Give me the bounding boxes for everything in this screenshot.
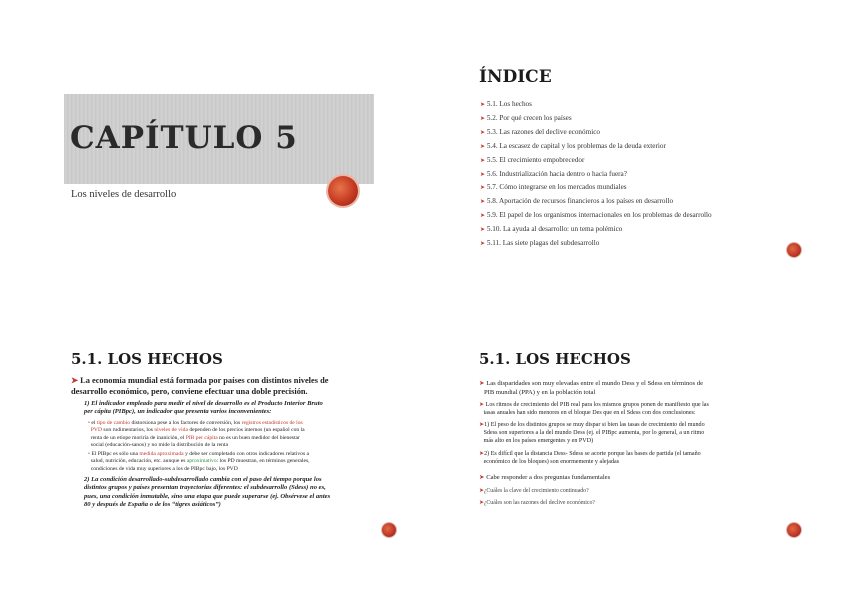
bullet-icon: ➤ [479,500,484,506]
bullet-icon: ➤ [479,402,485,408]
lead-paragraph: ➤ La economía mundial está formada por países con distintos niveles de desarrollo económico, pero, conviene efectuar una doble precisión. [71,376,329,396]
bullet-icon: ➤ [480,213,486,220]
decorative-circle [787,523,801,537]
bullet-conclusion-1: ➤1) El peso de los distintos grupos se muy dispar si bien las tasas de crecimiento del mundo Sdess son superiores a la del mundo Dess (ej. el PIBpc aumenta, por lo general, a un ritmo más alto en los países emergentes y en PVD) [479,422,705,444]
index-item[interactable]: ➤ 5.10. La ayuda al desarrollo: un tema polémico [480,225,623,234]
index-item[interactable]: ➤ 5.7. Cómo integrarse en los mercados mundiales [480,183,627,192]
bullet-icon: ➤ [480,227,486,234]
index-item[interactable]: ➤ 5.1. Los hechos [480,100,532,108]
bullet-ritmos: ➤ Los ritmos de crecimiento del PIB real para los mismos grupos ponen de manifiesto que las tasas anuales han sido menores en el bloque Des que en el Sdess con dos conclusiones: [479,402,709,416]
index-item[interactable]: ➤ 5.2. Por qué crecen los países [480,113,572,122]
sub-bullet-2: • El PIBpc es sólo una medida aproximada y debe ser completado con otros indicadores relativos a salud, nutrición, educación, etc. aunque es aproximativo: los PD muestran, en términos generales, condiciones de vida muy superiores a los de PIBpc bajo, los PVD [88,451,310,472]
index-title: ÍNDICE [479,67,552,87]
index-item[interactable]: ➤ 5.11. Las siete plagas del subdesarrollo [480,239,600,248]
decorative-circle [787,243,801,257]
question-2: ➤¿Cuáles son las razones del declive económico? [479,500,595,506]
bullet-icon: ➤ [479,380,485,387]
decorative-circle [382,523,396,537]
bullet-icon: ➤ [480,157,486,164]
bullet-icon: ➤ [480,143,486,150]
bullet-disparidades: ➤ Las disparidades son muy elevadas entre el mundo Dess y el Sdess en términos de PIB mundial (PPA) y en la población total [479,380,703,396]
index-item[interactable]: ➤ 5.4. La escasez de capital y los problemas de la deuda exterior [480,141,666,150]
chapter-subtitle: Los niveles de desarrollo [71,189,177,200]
index-list [480,98,712,251]
bullet-icon: ➤ [480,241,486,248]
bullet-icon: ➤ [479,451,485,457]
bullet-icon: ➤ [480,129,486,136]
bullet-icon: ➤ [480,199,486,206]
sub-bullet-1: • el tipo de cambio distorsiona pese a los factores de conversión, los registros estadísticos de los PVD son rudimentarios, los niveles de vida dependen de los precios internos (un español con la renta de un etíope moriría de inanición, el PIB per cápita no es un buen medidor del bienestar social (educación-sanos) y no mide la distribución de la renta [88,420,305,448]
bullet-icon: ➤ [480,115,486,122]
bullet-conclusion-2: ➤2) Es difícil que la distancia Dess- Sdess se acorte porque las bases de partida (el tamaño económico de los bloques) son enormemente y alejadas [479,451,701,465]
decorative-circle [328,176,358,206]
bullet-icon: ➤ [480,102,486,108]
bullet-icon: ➤ [479,488,484,494]
index-item[interactable]: ➤ 5.9. El papel de los organismos internacionales en los problemas de desarrollo [480,211,712,220]
bullet-icon: ➤ [71,376,79,385]
bullet-icon: ➤ [479,474,485,481]
index-item[interactable]: ➤ 5.3. Las razones del declive económico [480,127,600,136]
bullet-icon: • [88,451,90,457]
index-item[interactable]: ➤ 5.8. Aportación de recursos financieros a los países en desarrollo [480,197,674,206]
bullet-icon: ➤ [480,171,486,178]
index-item[interactable]: ➤ 5.6. Industrialización hacia dentro o hacia fuera? [480,169,627,178]
point-1: 1) El indicador empleado para medir el nivel de desarrollo es el Producto Interior Bruto per cápita (PIBpc), un indicador que presenta varios inconvenientes: [84,400,323,416]
bullet-icon: ➤ [480,185,486,192]
point-2: 2) La condición desarrollado-subdesarrollado cambia con el paso del tiempo porque los distintos grupos y países presentan trayectorias diferentes: el subdesarrollo (Sdess) no es, pues, una condición inmutable, sino una etapa que puede superarse (ej. Obsérvese el antes 80 y después de España o de los “tigres asiáticos”) [84,476,331,509]
chapter-title: CAPÍTULO 5 [70,120,298,156]
section-title: 5.1. LOS HECHOS [71,350,223,368]
section-title: 5.1. LOS HECHOS [479,350,631,368]
bullet-icon: ➤ [479,422,485,428]
question-1: ➤¿Cuáles la clave del crecimiento continuado? [479,488,589,494]
index-item[interactable]: ➤ 5.5. El crecimiento empobrecedor [480,155,585,164]
bullet-icon: • [88,420,90,426]
bullet-preguntas: ➤ Cabe responder a dos preguntas fundamentales [479,474,611,481]
